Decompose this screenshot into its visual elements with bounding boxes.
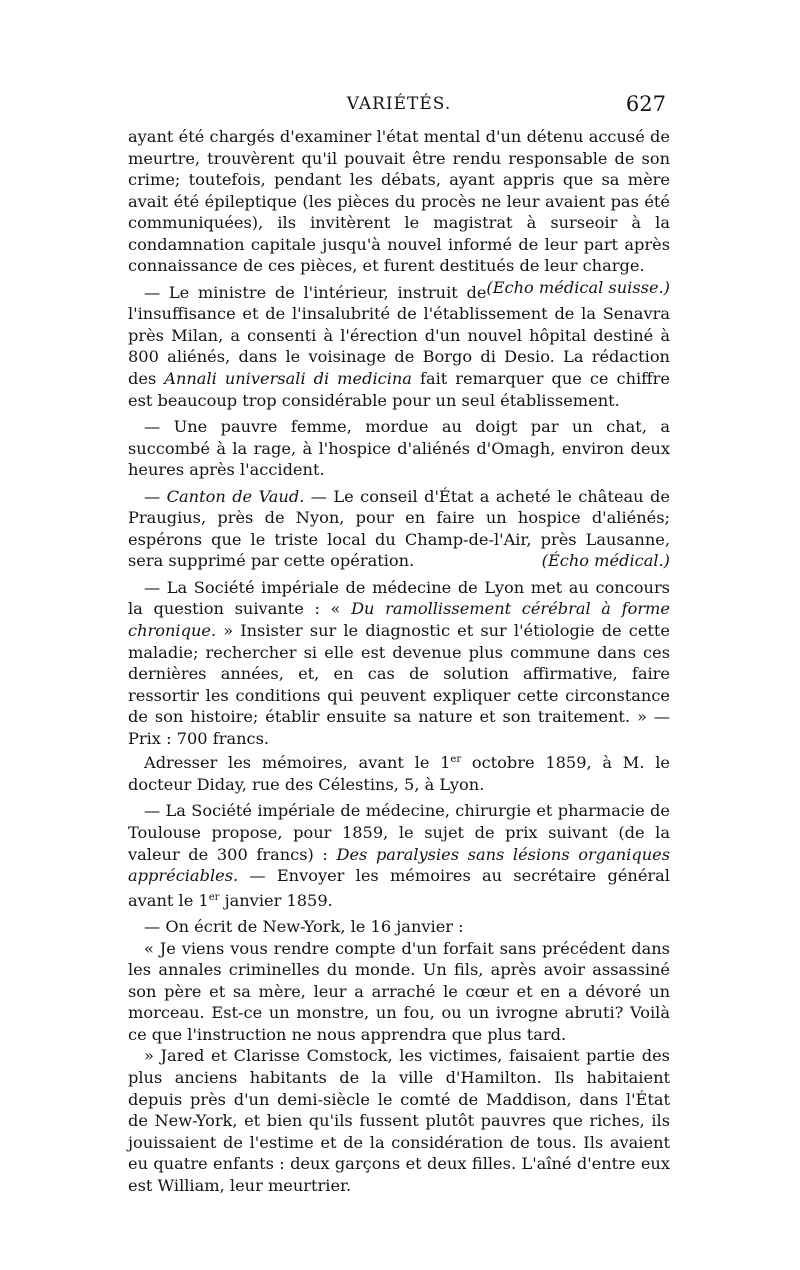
- paragraph-lyon-prize: [128, 577, 670, 749]
- superscript: er: [450, 754, 462, 766]
- paragraph-text: — Le ministre de l'intérieur, instruit de l'insuffisance et de l'insalubrité de l'établissement de la Senavra près Milan, a consenti à l'érection d'un nouvel hôpital destiné à 800 aliénés, dans le voisinage de Borgo di Desio. La rédaction des: [128, 282, 670, 389]
- paragraph-insanity-verdict: [128, 126, 670, 297]
- paragraph-text: « Je viens vous rendre compte d'un forfait sans précédent dans les annales criminelles du monde. Un fils, après avoir assassiné son père et sa mère, leur a arraché le cœur et en a dévoré un morceau. Est-ce un monstre, un fou, ou un ivrogne abruti? Voilà ce que l'instruction ne nous apprendra que plus tard.: [128, 938, 670, 1044]
- paragraph-text: — On écrit de New-York, le 16 janvier :: [144, 917, 464, 937]
- paragraph-new-york: [128, 916, 670, 938]
- journal-title: Annali universali di medicina: [164, 369, 412, 389]
- paragraph-toulouse-prize: [128, 800, 670, 911]
- paragraph-text: octobre 1859, à M. le docteur Diday, rue des Célestins, 5, à Lyon.: [128, 753, 670, 794]
- running-header: [128, 92, 670, 120]
- paragraph-text: — La Société impériale de médecine de Lyon met au concours la question suivante : «: [128, 577, 670, 619]
- paragraph-text: » Jared et Clarisse Comstock, les victimes, faisaient partie des plus anciens habitants de la ville d'Hamilton. Ils habitaient depuis près d'un demi-siècle le comté de Maddison, dans l'État de New-York, et bien qu'ils fussent plutôt pauvres que riches, ils jouissaient de l'estime et de la considération de tous. Ils avaient eu quatre enfants : deux garçons et deux filles. L'aîné d'entre eux est William, leur meurtrier.: [128, 1046, 670, 1195]
- paragraph-text: » Insister sur le diagnostic et sur l'étiologie de cette maladie; rechercher si elle est devenue plus commune dans ces dernières années, et, en cas de solution affirmative, faire ressortir les conditions qui peuvent expliquer cette circonstance de son histoire; établir ensuite sa nature et son traitement. » — Prix : 700 francs.: [128, 621, 670, 748]
- paragraph-text: Adresser les mémoires, avant le 1: [144, 753, 451, 773]
- paragraph-canton-vaud: [128, 486, 670, 572]
- paragraph-text: — Le conseil d'État a acheté le château de Praugius, près de Nyon, pour en faire un hospice d'aliénés; espérons que le triste local du Champ-de-l'Air, près Lausanne, sera supprimé par cette opération.: [128, 486, 670, 571]
- paragraph-lyon-address: [128, 749, 670, 795]
- source-citation: (Écho médical.): [541, 551, 670, 571]
- running-title: VARIÉTÉS.: [346, 94, 452, 114]
- page-number: 627: [625, 92, 666, 116]
- paragraph-rabies: [128, 416, 670, 481]
- prize-topic: Des paralysies sans lésions organiques appréciables.: [128, 844, 671, 886]
- source-citation: (Echo médical suisse.): [486, 277, 670, 297]
- paragraph-quote-forfeit: [128, 938, 670, 1046]
- paragraph-milan-hospital: [128, 282, 670, 411]
- paragraph-comstock: [128, 1045, 670, 1196]
- paragraph-text: janvier 1859.: [219, 890, 333, 910]
- paragraph-text: — Envoyer les mémoires au secrétaire général avant le 1: [128, 866, 670, 910]
- paragraph-text: — Une pauvre femme, mordue au doigt par un chat, a succombé à la rage, à l'hospice d'aliénés d'Omagh, environ deux heures après l'accident.: [128, 417, 670, 480]
- page-body: [128, 126, 670, 1201]
- paragraph-text: — La Société impériale de médecine, chirurgie et pharmacie de Toulouse propose, pour 1859, le sujet de prix suivant (de la valeur de 300 francs) :: [128, 801, 670, 864]
- paragraph-text: fait remarquer que ce chiffre est beaucoup trop considérable pour un seul établissement.: [128, 369, 670, 410]
- dash: —: [144, 486, 167, 506]
- place-heading: Canton de Vaud.: [166, 486, 305, 506]
- paragraph-text: ayant été chargés d'examiner l'état mental d'un détenu accusé de meurtre, trouvèrent qu'il pouvait être rendu responsable de son crime; toutefois, pendant les débats, ayant appris que sa mère avait été épileptique (les pièces du procès ne leur avaient pas été communiquées), ils invitèrent le magistrat à surseoir à la condamnation capitale jusqu'à nouvel informé de leur part après connaissance de ces pièces, et furent destitués de leur charge.: [128, 127, 670, 276]
- superscript: er: [208, 891, 220, 903]
- prize-topic: Du ramollissement cérébral à forme chronique.: [128, 599, 670, 641]
